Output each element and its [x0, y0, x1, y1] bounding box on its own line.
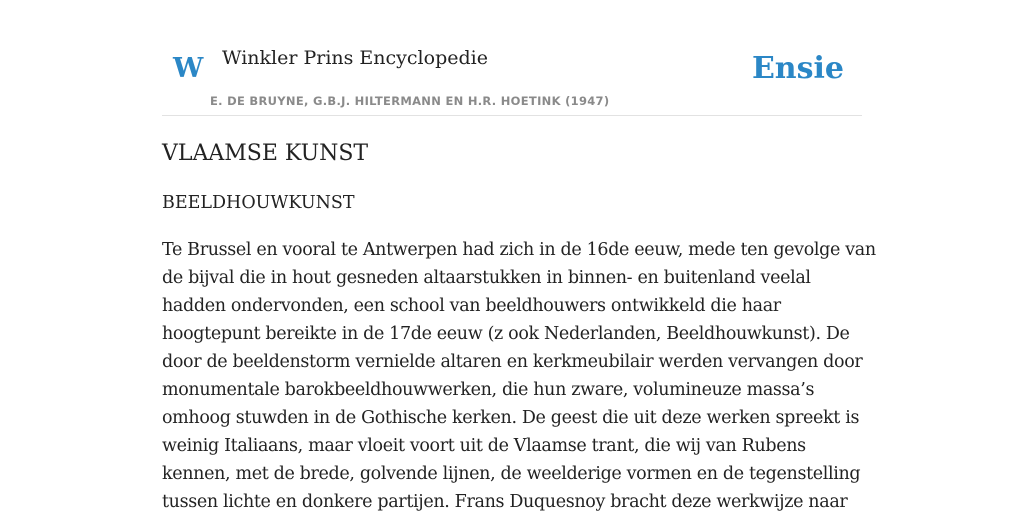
article-content [162, 137, 876, 512]
body-line: monumentale barokbeeldhouwwerken, die hun zware, volumineuze massa’s [162, 380, 815, 400]
site-header [162, 0, 862, 116]
article-body [162, 236, 876, 512]
body-line: tussen lichte en donkere partijen. Frans Duquesnoy bracht deze werkwijze naar [162, 492, 848, 512]
authors-subtitle: E. DE BRUYNE, G.B.J. HILTERMANN EN H.R. HOETINK (1947) [210, 94, 610, 108]
ensie-brand-link[interactable]: Ensie [751, 51, 844, 86]
body-line: kennen, met de brede, golvende lijnen, de weelderige vormen en de tegenstelling [162, 464, 861, 484]
body-line: omhoog stuwden in de Gothische kerken. De geest die uit deze werken spreekt is [162, 408, 860, 428]
body-line: hadden ondervonden, een school van beeldhouwers ontwikkeld die haar [162, 296, 781, 316]
body-line: door de beeldenstorm vernielde altaren en kerkmeubilair werden vervangen door [162, 352, 863, 372]
logo-icon[interactable]: W [173, 53, 204, 84]
body-line: Te Brussel en vooral te Antwerpen had zich in de 16de eeuw, mede ten gevolge van [162, 240, 876, 260]
body-line: weinig Italiaans, maar vloeit voort uit de Vlaamse trant, die wij van Rubens [162, 436, 806, 456]
page [162, 0, 876, 512]
body-line: hoogtepunt bereikte in de 17de eeuw (z ook Nederlanden, Beeldhouwkunst). De [162, 324, 850, 344]
section-title: BEELDHOUWKUNST [162, 193, 355, 213]
article-title: VLAAMSE KUNST [162, 141, 369, 166]
body-line: de bijval die in hout gesneden altaarstukken in binnen- en buitenland veelal [162, 268, 811, 288]
site-title-link[interactable]: Winkler Prins Encyclopedie [222, 47, 488, 69]
